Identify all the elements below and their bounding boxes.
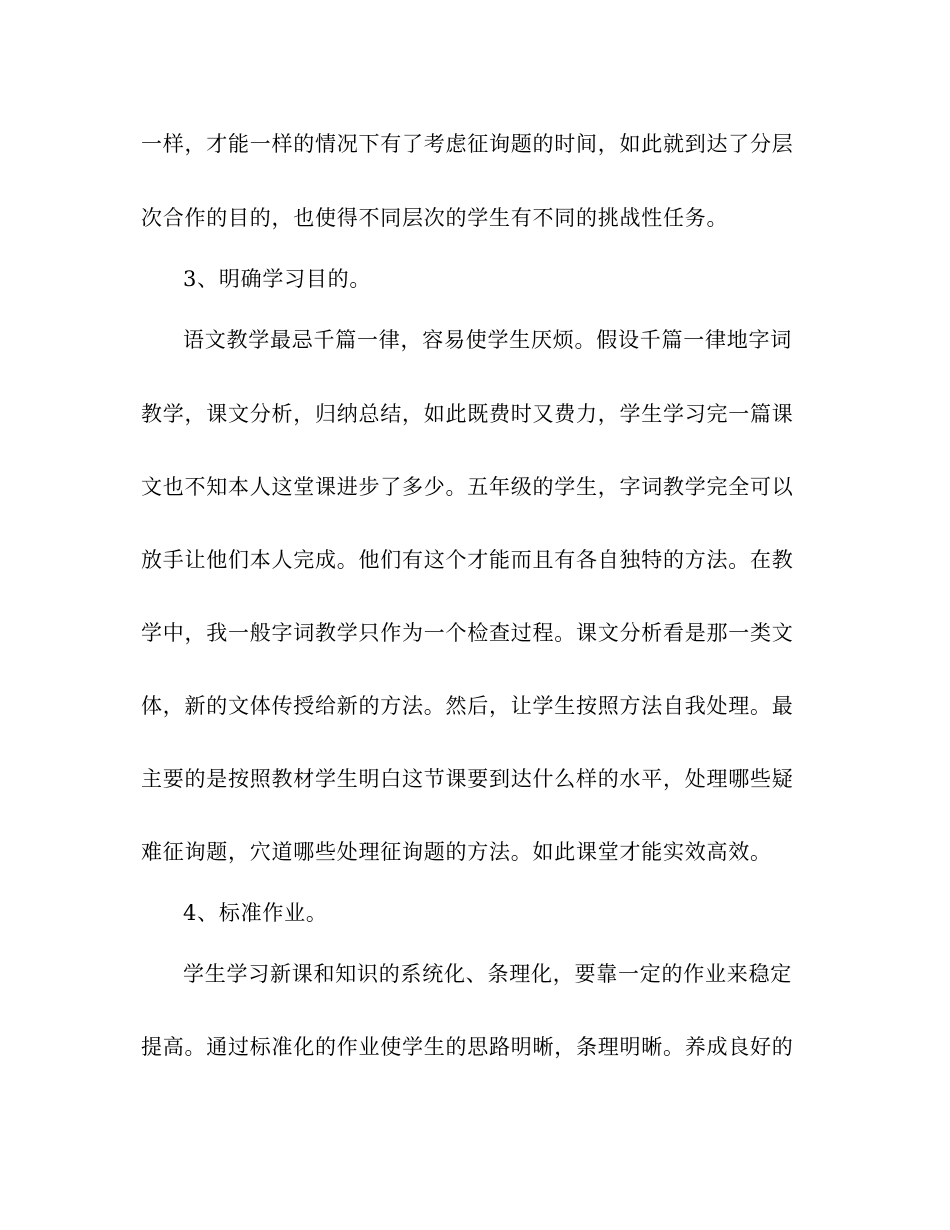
paragraph-line: 提高。通过标准化的作业使学生的思路明晰，条理明晰。养成良好的 (141, 1035, 794, 1059)
paragraph-line: 体，新的文体传授给新的方法。然后，让学生按照方法自我处理。最 (141, 694, 794, 718)
paragraph-line: 教学，课文分析，归纳总结，如此既费时又费力，学生学习完一篇课 (141, 402, 794, 426)
paragraph-line: 文也不知本人这堂课进步了多少。五年级的学生，字词教学完全可以 (141, 475, 794, 499)
paragraph-line: 学生学习新课和知识的系统化、条理化，要靠一定的作业来稳定 (183, 962, 792, 986)
paragraph-line: 主要的是按照教材学生明白这节课要到达什么样的水平，处理哪些疑 (141, 767, 794, 791)
paragraph-line: 一样，才能一样的情况下有了考虑征询题的时间，如此就到达了分层 (141, 132, 794, 156)
section-heading: 3、明确学习目的。 (183, 267, 372, 291)
paragraph-line: 难征询题，穴道哪些处理征询题的方法。如此课堂才能实效高效。 (141, 840, 772, 864)
section-heading: 4、标准作业。 (183, 901, 328, 925)
paragraph-line: 学中，我一般字词教学只作为一个检查过程。课文分析看是那一类文 (141, 621, 794, 645)
paragraph-line: 语文教学最忌千篇一律，容易使学生厌烦。假设千篇一律地字词 (183, 328, 792, 352)
paragraph-line: 放手让他们本人完成。他们有这个才能而且有各自独特的方法。在教 (141, 548, 794, 572)
paragraph-line: 次合作的目的，也使得不同层次的学生有不同的挑战性任务。 (141, 206, 729, 230)
